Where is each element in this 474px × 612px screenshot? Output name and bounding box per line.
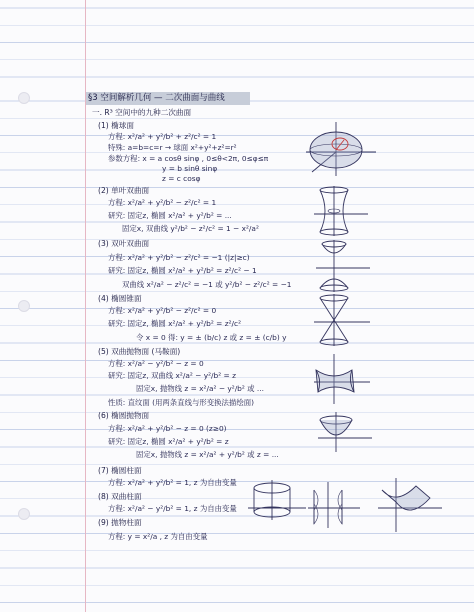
ellipsoid-figure xyxy=(300,118,380,180)
binder-hole xyxy=(18,92,30,104)
equation-line: z = c cosφ xyxy=(162,174,201,183)
equation-line: 研究: 固定z, 双曲线 x²/a² − y²/b² = z xyxy=(108,371,236,380)
equation-line: 固定x, 抛物线 z = x²/a² + y²/b² 或 z = ... xyxy=(136,450,279,459)
equation-line: 参数方程: x = a cosθ sinφ , 0≤θ<2π, 0≤φ≤π xyxy=(108,154,269,163)
two-sheet-hyperboloid-figure xyxy=(312,238,372,294)
section-title-hyperbolic-paraboloid: (5) 双曲抛物面 (马鞍面) xyxy=(98,347,181,356)
parabolic-cylinder-figure xyxy=(376,476,444,534)
equation-line: 研究: 固定z, 椭圆 x²/a² + y²/b² = z²/c² xyxy=(108,319,242,328)
equation-line: 方程: x²/a² + y²/b² = 1, z 为自由变量 xyxy=(108,478,237,487)
section-title-elliptic-cylinder: (7) 椭圆柱面 xyxy=(98,466,142,475)
equation-line: 方程: x²/a² + y²/b² − z²/c² = 0 xyxy=(108,306,217,315)
equation-line: 性质: 直纹面 (用两条直线与形变换法描绘面) xyxy=(108,398,254,407)
equation-line: 方程: x²/a² − y²/b² − z = 0 xyxy=(108,359,204,368)
equation-line: 方程: x²/a² + y²/b² − z²/c² = 1 xyxy=(108,198,217,207)
binder-hole xyxy=(18,508,30,520)
equation-line: 方程: y = x²/a , z 为自由变量 xyxy=(108,532,208,541)
page-title: §3 空间解析几何 — 二次曲面与曲线 xyxy=(86,92,250,105)
hyperbolic-cylinder-figure xyxy=(306,480,362,530)
equation-line: 固定x, 双曲线 y²/b² − z²/c² = 1 − x²/a² xyxy=(122,224,259,233)
equation-line: 令 x = 0 得: y = ± (b/c) z 或 z = ± (c/b) y xyxy=(136,333,287,342)
section-title-cone: (4) 椭圆锥面 xyxy=(98,294,142,303)
equation-line: 研究: 固定z, 椭圆 x²/a² + y²/b² = z xyxy=(108,437,229,446)
intro-label: 一. R³ 空间中的九种二次曲面 xyxy=(92,108,192,117)
elliptic-paraboloid-figure xyxy=(314,410,374,454)
one-sheet-hyperboloid-figure xyxy=(310,184,370,238)
section-title-elliptic-paraboloid: (6) 椭圆抛物面 xyxy=(98,411,150,420)
equation-line: 固定x, 抛物线 z = x²/a² − y²/b² 或 ... xyxy=(136,384,264,393)
equation-line: 特殊: a=b=c=r → 球面 x²+y²+z²=r² xyxy=(108,143,237,152)
section-title-hyperbolic-cylinder: (8) 双曲柱面 xyxy=(98,492,142,501)
section-title-two-sheet: (3) 双叶双曲面 xyxy=(98,239,150,248)
equation-line: 方程: x²/a² + y²/b² − z²/c² = −1 (|z|≥c) xyxy=(108,253,250,262)
equation-line: y = b sinθ sinφ xyxy=(162,164,218,173)
section-title-one-sheet: (2) 单叶双曲面 xyxy=(98,186,150,195)
cone-figure xyxy=(310,292,372,348)
elliptic-cylinder-figure xyxy=(244,478,310,522)
equation-line: 方程: x²/a² + y²/b² + z²/c² = 1 xyxy=(108,132,217,141)
equation-line: 方程: x²/a² − y²/b² = 1, z 为自由变量 xyxy=(108,504,237,513)
binder-hole xyxy=(18,300,30,312)
section-title-parabolic-cylinder: (9) 抛物柱面 xyxy=(98,518,142,527)
equation-line: 双曲线 x²/a² − z²/c² = −1 或 y²/b² − z²/c² = −1 xyxy=(122,280,292,289)
equation-line: 方程: x²/a² + y²/b² − z = 0 (z≥0) xyxy=(108,424,227,433)
equation-line: 研究: 固定z, 椭圆 x²/a² + y²/b² = z²/c² − 1 xyxy=(108,266,257,275)
saddle-figure xyxy=(308,352,372,406)
section-title-ellipsoid: (1) 椭球面 xyxy=(98,121,134,130)
equation-line: 研究: 固定z, 椭圆 x²/a² + y²/b² = ... xyxy=(108,211,232,220)
